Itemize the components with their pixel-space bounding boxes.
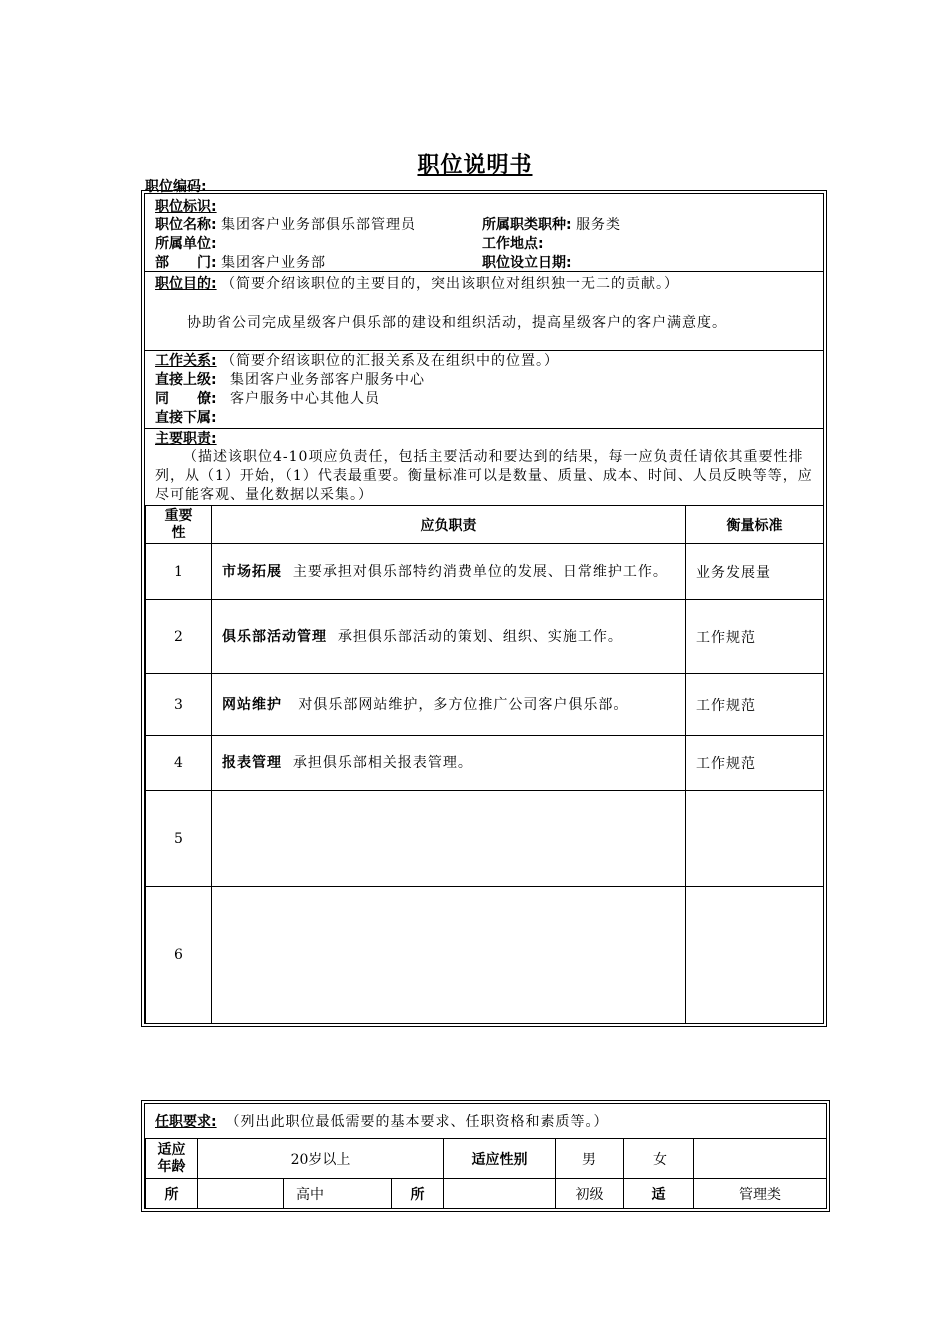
position-name-row <box>155 216 416 234</box>
duty-text: 承担俱乐部相关报表管理。 <box>292 755 473 771</box>
table-row <box>146 674 824 736</box>
page-title: 职位说明书 <box>417 153 533 178</box>
table-row <box>146 791 824 887</box>
gender-male: 男 <box>556 1139 624 1179</box>
requirements-label: 任职要求: <box>155 1114 217 1130</box>
job-description-box <box>144 193 824 1024</box>
measure-cell <box>686 887 824 1024</box>
superior-row <box>155 371 425 389</box>
requirements-box <box>144 1103 827 1209</box>
duty-text: 对俱乐部网站维护，多方位推广公司客户俱乐部。 <box>298 696 629 713</box>
duty-title: 报表管理 <box>222 755 282 771</box>
edu-label-1: 所 <box>146 1179 198 1209</box>
edu-blank-2 <box>444 1179 556 1209</box>
row-number: 1 <box>146 544 212 600</box>
header-importance: 重要性 <box>146 506 212 544</box>
category-value: 管理类 <box>694 1179 827 1209</box>
subordinate-label: 直接下属: <box>155 410 217 426</box>
divider <box>145 350 823 351</box>
row-number: 5 <box>146 791 212 887</box>
relations-hint: （简要介绍该职位的汇报关系及在组织中的位置。） <box>221 353 560 369</box>
measure-cell <box>686 791 824 887</box>
duty-title: 市场拓展 <box>222 563 282 580</box>
date-label: 职位设立日期: <box>482 255 572 271</box>
edu-value: 高中 <box>284 1179 392 1209</box>
edu-label-3: 适 <box>624 1179 694 1209</box>
duties-label: 主要职责: <box>155 431 217 447</box>
purpose-label: 职位目的: <box>155 276 217 292</box>
measure-cell: 业务发展量 <box>686 544 824 600</box>
gender-female-blank <box>694 1139 827 1179</box>
duty-text: 主要承担对俱乐部特约消费单位的发展、日常维护工作。 <box>292 563 668 580</box>
peer-value: 客户服务中心其他人员 <box>229 391 380 407</box>
gender-female: 女 <box>624 1139 694 1179</box>
position-name-value: 集团客户业务部俱乐部管理员 <box>221 217 417 233</box>
row-number: 4 <box>146 736 212 791</box>
measure-cell: 工作规范 <box>686 674 824 736</box>
position-name-label: 职位名称: <box>155 217 217 233</box>
row-number: 6 <box>146 887 212 1024</box>
table-header-row <box>146 506 824 544</box>
edu-label-2: 所 <box>392 1179 444 1209</box>
table-row <box>146 736 824 791</box>
dept-row <box>155 254 326 272</box>
superior-value: 集团客户业务部客户服务中心 <box>229 372 425 388</box>
duties-hint: （描述该职位4-10项应负责任，包括主要活动和要达到的结果，每一应负责任请依其重要性排列，从（1）开始，（1）代表最重要。衡量标准可以是数量、质量、成本、时间、人员反映等等，应尽可能客观、量化数据以采集。） <box>155 449 813 503</box>
duty-cell <box>212 544 686 600</box>
gender-label: 适应性别 <box>444 1139 556 1179</box>
table-row <box>146 887 824 1024</box>
measure-cell: 工作规范 <box>686 600 824 674</box>
age-gender-row <box>146 1139 827 1179</box>
category-label: 所属职类职种: <box>482 217 572 233</box>
table-row <box>146 600 824 674</box>
table-row <box>146 544 824 600</box>
peer-row <box>155 390 380 408</box>
requirements-row <box>155 1113 609 1131</box>
requirements-table <box>145 1138 827 1209</box>
duty-title: 网站维护 <box>222 696 282 713</box>
identity-section-label: 职位标识: <box>155 199 217 215</box>
dept-value: 集团客户业务部 <box>221 255 327 271</box>
superior-label: 直接上级: <box>155 372 217 388</box>
measure-cell: 工作规范 <box>686 736 824 791</box>
duty-cell <box>212 736 686 791</box>
duty-cell <box>212 600 686 674</box>
age-label: 适应年龄 <box>146 1139 198 1179</box>
header-duty: 应负职责 <box>212 506 686 544</box>
purpose-hint: （简要介绍该职位的主要目的，突出该职位对组织独一无二的贡献。） <box>221 276 680 292</box>
location-label: 工作地点: <box>482 236 544 252</box>
purpose-row <box>155 275 679 293</box>
education-row <box>146 1179 827 1209</box>
requirements-hint: （列出此职位最低需要的基本要求、任职资格和素质等。） <box>225 1114 609 1130</box>
duties-table <box>145 505 824 1024</box>
relations-row <box>155 352 559 370</box>
header-measure: 衡量标准 <box>686 506 824 544</box>
relations-label: 工作关系: <box>155 353 217 369</box>
purpose-text: 协助省公司完成星级客户俱乐部的建设和组织活动，提高星级客户的客户满意度。 <box>187 315 727 331</box>
duty-cell <box>212 887 686 1024</box>
unit-label: 所属单位: <box>155 236 217 252</box>
dept-label: 部 门: <box>155 255 217 271</box>
duty-title: 俱乐部活动管理 <box>222 628 327 645</box>
age-value: 20岁以上 <box>198 1139 444 1179</box>
row-number: 2 <box>146 600 212 674</box>
edu-blank-1 <box>198 1179 284 1209</box>
duty-cell <box>212 674 686 736</box>
divider <box>145 271 823 272</box>
peer-label: 同 僚: <box>155 391 217 407</box>
position-code-label: 职位编码: <box>145 179 207 195</box>
title-value: 初级 <box>556 1179 624 1209</box>
category-row <box>482 216 621 234</box>
duty-cell <box>212 791 686 887</box>
category-value: 服务类 <box>576 217 622 233</box>
divider <box>145 428 823 429</box>
duty-text: 承担俱乐部活动的策划、组织、实施工作。 <box>337 628 623 645</box>
row-number: 3 <box>146 674 212 736</box>
